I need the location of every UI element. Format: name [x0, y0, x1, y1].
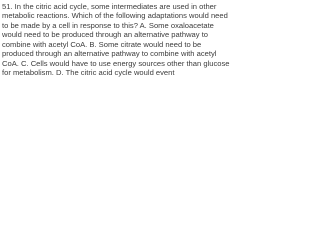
question-text: 51. In the citric acid cycle, some intermediates are used in other metabolic reactions. Which of the following adaptations would need to be made by a cell in response to this? A. Some oxaloacetate would need to be produced through an alternative pathway to combine with acetyl CoA. B. Some citrate would need to be produced through an alternative pathway to combine with acetyl CoA. C. Cells would have to use energy sources other than glucose for metabolism. D. The citric acid cycle would event [2, 2, 230, 78]
